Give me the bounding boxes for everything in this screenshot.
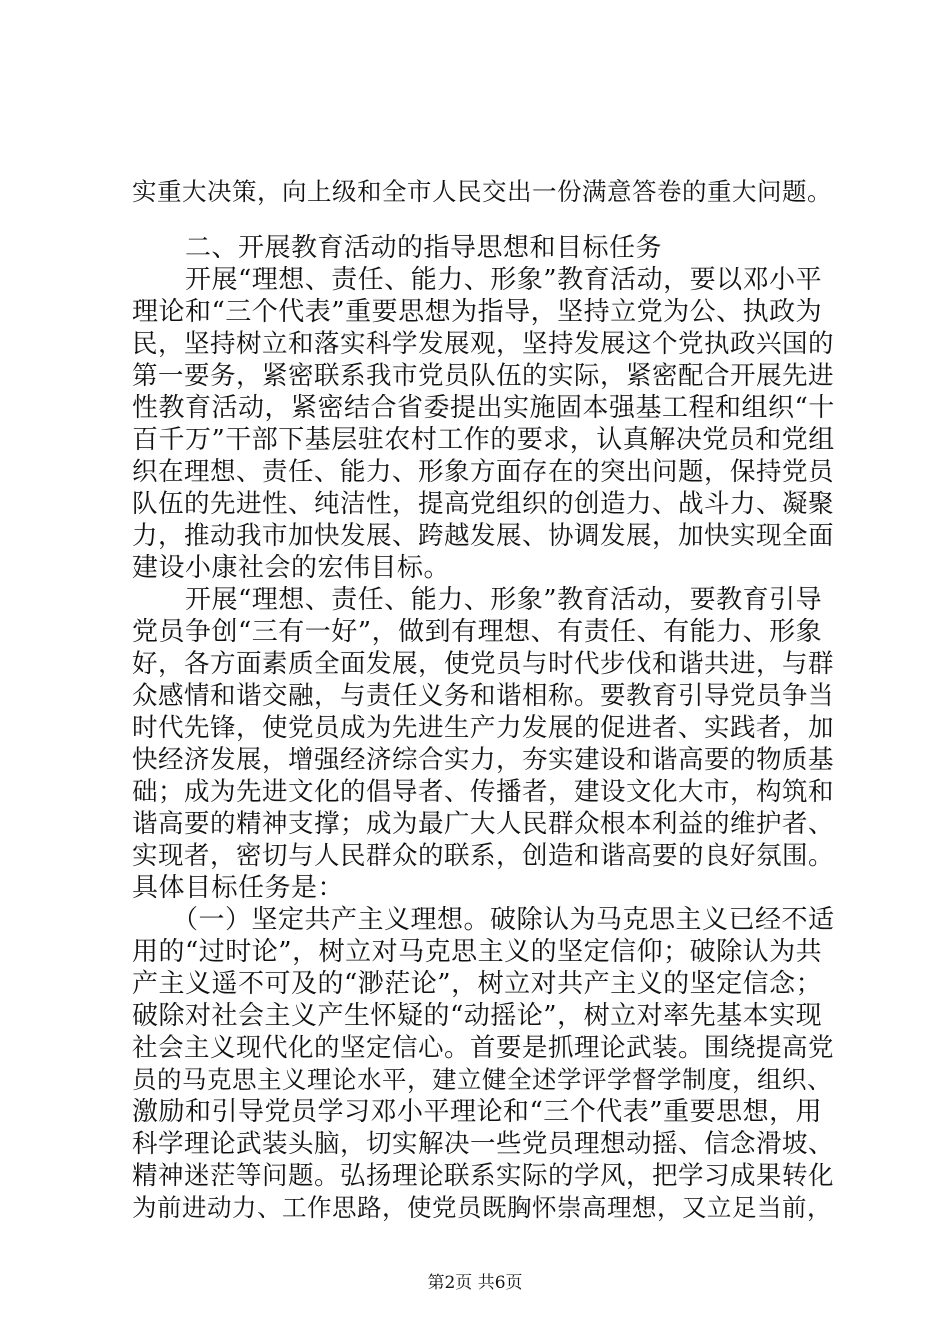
text-line: 科学理论武装头脑，切实解决一些党员理想动摇、信念滑坡、	[132, 1129, 835, 1159]
text-line: 百千万”干部下基层驻农村工作的要求，认真解决党员和党组	[132, 425, 835, 455]
text-line: 开展“理想、责任、能力、形象”教育活动，要以邓小平	[132, 265, 823, 295]
text-line: 谐高要的精神支撑；成为最广大人民群众根本利益的维护者、	[132, 809, 835, 839]
text-line: 社会主义现代化的坚定信心。首要是抓理论武装。围绕提高党	[132, 1033, 835, 1063]
text-line: 精神迷茫等问题。弘扬理论联系实际的学风，把学习成果转化	[132, 1161, 835, 1191]
text-line: 建设小康社会的宏伟目标。	[132, 553, 451, 583]
text-line: 为前进动力、工作思路，使党员既胸怀崇高理想，又立足当前，	[132, 1193, 832, 1222]
text-line: 好，各方面素质全面发展，使党员与时代步伐和谐共进，与群	[132, 649, 835, 679]
text-line: 众感情和谐交融，与责任义务和谐相称。要教育引导党员争当	[132, 681, 835, 711]
text-line: 力，推动我市加快发展、跨越发展、协调发展，加快实现全面	[132, 521, 835, 551]
page-footer: 第2页 共6页	[427, 1273, 523, 1293]
text-line: （一）坚定共产主义理想。破除认为马克思主义已经不适	[132, 905, 835, 935]
text-line: 具体目标任务是：	[132, 873, 345, 903]
text-line: 党员争创“三有一好”，做到有理想、有责任、有能力、形象	[132, 617, 823, 647]
text-line: 础；成为先进文化的倡导者、传播者，建设文化大市，构筑和	[132, 777, 835, 807]
text-line: 织在理想、责任、能力、形象方面存在的突出问题，保持党员	[132, 457, 835, 487]
text-line: 性教育活动，紧密结合省委提出实施固本强基工程和组织“十	[132, 393, 835, 423]
text-line: 产主义遥不可及的“渺茫论”，树立对共产主义的坚定信念；	[132, 969, 823, 999]
text-line: 民，坚持树立和落实科学发展观，坚持发展这个党执政兴国的	[132, 329, 835, 359]
text-line: 激励和引导党员学习邓小平理论和“三个代表”重要思想，用	[132, 1097, 823, 1127]
text-line: 理论和“三个代表”重要思想为指导，坚持立党为公、执政为	[132, 297, 823, 327]
text-line: 破除对社会主义产生怀疑的“动摇论”，树立对率先基本实现	[132, 1001, 823, 1031]
text-line: 开展“理想、责任、能力、形象”教育活动，要教育引导	[132, 585, 823, 615]
text-line: 员的马克思主义理论水平，建立健全述学评学督学制度，组织、	[132, 1065, 832, 1094]
text-line: 用的“过时论”，树立对马克思主义的坚定信仰；破除认为共	[132, 937, 823, 967]
text-line: 实现者，密切与人民群众的联系，创造和谐高要的良好氛围。	[132, 841, 835, 871]
section-heading: 二、开展教育活动的指导思想和目标任务	[132, 233, 663, 263]
text-line: 队伍的先进性、纯洁性，提高党组织的创造力、战斗力、凝聚	[132, 489, 835, 519]
text-line: 时代先锋，使党员成为先进生产力发展的促进者、实践者，加	[132, 713, 835, 743]
text-line: 实重大决策，向上级和全市人民交出一份满意答卷的重大问题。	[132, 177, 832, 206]
text-line: 快经济发展，增强经济综合实力，夯实建设和谐高要的物质基	[132, 745, 835, 775]
text-line: 第一要务，紧密联系我市党员队伍的实际，紧密配合开展先进	[132, 361, 835, 391]
